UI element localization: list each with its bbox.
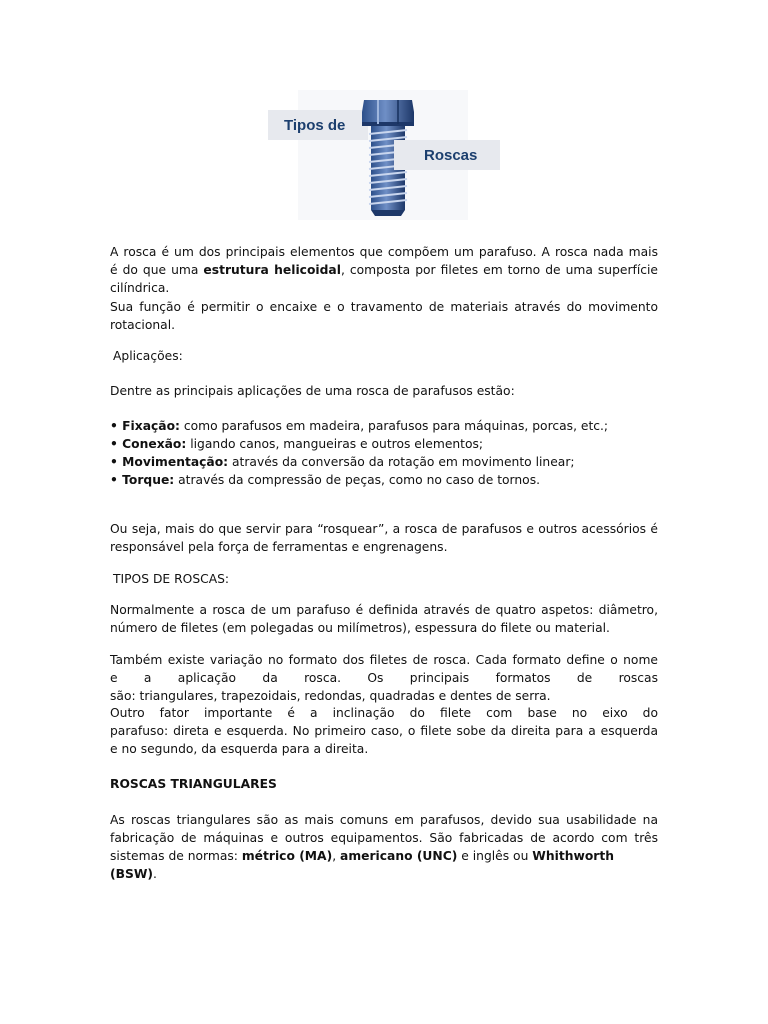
formats-line-1: Também existe variação no formato dos filetes de rosca. Cada formato define o nome [110, 653, 658, 667]
inclination-line-3: e no segundo, da esquerda para a direita. [110, 742, 369, 756]
aspects-paragraph [110, 601, 658, 637]
list-item-term: • Movimentação: [110, 455, 229, 469]
triangular-line-3-e: e inglês ou [457, 849, 533, 863]
intro-line-2-c: , composta por filetes em torno de uma superfície [340, 263, 658, 277]
title-tag-left [268, 110, 368, 140]
standard-metric: métrico (MA) [241, 849, 333, 863]
inclination-line-2: parafuso: direta e esquerda. No primeiro caso, o filete sobe da direita para a esquerda [110, 724, 658, 738]
list-item-text: ligando canos, mangueiras e outros elementos; [186, 437, 484, 451]
heading-aplicacoes: Aplicações: [113, 349, 183, 363]
formats-line-3: são: triangulares, trapezoidais, redondas, quadradas e dentes de serra. [110, 689, 551, 703]
heading-roscas-triangulares: ROSCAS TRIANGULARES [110, 777, 277, 791]
triangular-line-1: As roscas triangulares são as mais comuns em parafusos, devido sua usabilidade na [110, 813, 658, 827]
function-paragraph [110, 298, 658, 334]
triangular-line-2: fabricação de máquinas e outros equipamentos. São fabricadas de acordo com três [110, 831, 658, 845]
intro-line-1: A rosca é um dos principais elementos que compõem um parafuso. A rosca nada mais [110, 245, 658, 259]
list-item-text: como parafusos em madeira, parafusos para máquinas, porcas, etc.; [179, 419, 609, 433]
function-line-2: rotacional. [110, 318, 176, 332]
applications-intro: Dentre as principais aplicações de uma rosca de parafusos estão: [110, 384, 515, 398]
list-item [110, 471, 658, 489]
header-illustration [262, 86, 506, 220]
standard-whitworth: Whithworth (BSW) [110, 849, 614, 881]
formats-line-2: e a aplicação da rosca. Os principais formatos de roscas [110, 671, 658, 685]
inclination-paragraph [110, 704, 658, 758]
title-tag-right [394, 140, 500, 170]
function-line-1: Sua função é permitir o encaixe e o travamento de materiais através do movimento [110, 300, 658, 314]
title-tag-right-text: Roscas [424, 146, 478, 164]
intro-paragraph [110, 243, 658, 297]
summary-paragraph [110, 520, 658, 556]
summary-line-1: Ou seja, mais do que servir para “rosquear”, a rosca de parafusos e outros acessórios é [110, 522, 658, 536]
heading-tipos-de-roscas: TIPOS DE ROSCAS: [113, 572, 230, 586]
title-tag-left-text: Tipos de [284, 116, 346, 134]
list-item [110, 435, 658, 453]
list-item-term: • Conexão: [110, 437, 187, 451]
list-item [110, 417, 658, 435]
triangular-line-3 [110, 847, 658, 883]
intro-line-2 [110, 261, 658, 279]
triangular-paragraph [110, 811, 658, 883]
summary-line-2: responsável pela força de ferramentas e engrenagens. [110, 540, 448, 554]
list-item-text: através da compressão de peças, como no caso de tornos. [174, 473, 541, 487]
aspects-line-2: número de filetes (em polegadas ou milímetros), espessura do filete ou material. [110, 621, 610, 635]
inclination-line-1: Outro fator importante é a inclinação do filete com base no eixo do [110, 706, 658, 720]
intro-bold-term: estrutura helicoidal [203, 263, 341, 277]
standard-american: americano (UNC) [340, 849, 458, 863]
list-item-text: através da conversão da rotação em movimento linear; [228, 455, 575, 469]
intro-line-2-a: é do que uma [110, 263, 204, 277]
applications-list [110, 417, 658, 489]
list-item-term: • Torque: [110, 473, 175, 487]
intro-line-3: cilíndrica. [110, 281, 170, 295]
list-item-term: • Fixação: [110, 419, 180, 433]
aspects-line-1: Normalmente a rosca de um parafuso é definida através de quatro aspetos: diâmetro, [110, 603, 658, 617]
triangular-line-3-c: , [332, 849, 341, 863]
list-item [110, 453, 658, 471]
formats-paragraph [110, 651, 658, 705]
triangular-line-3-a: sistemas de normas: [110, 849, 242, 863]
triangular-line-3-g: . [153, 867, 157, 881]
